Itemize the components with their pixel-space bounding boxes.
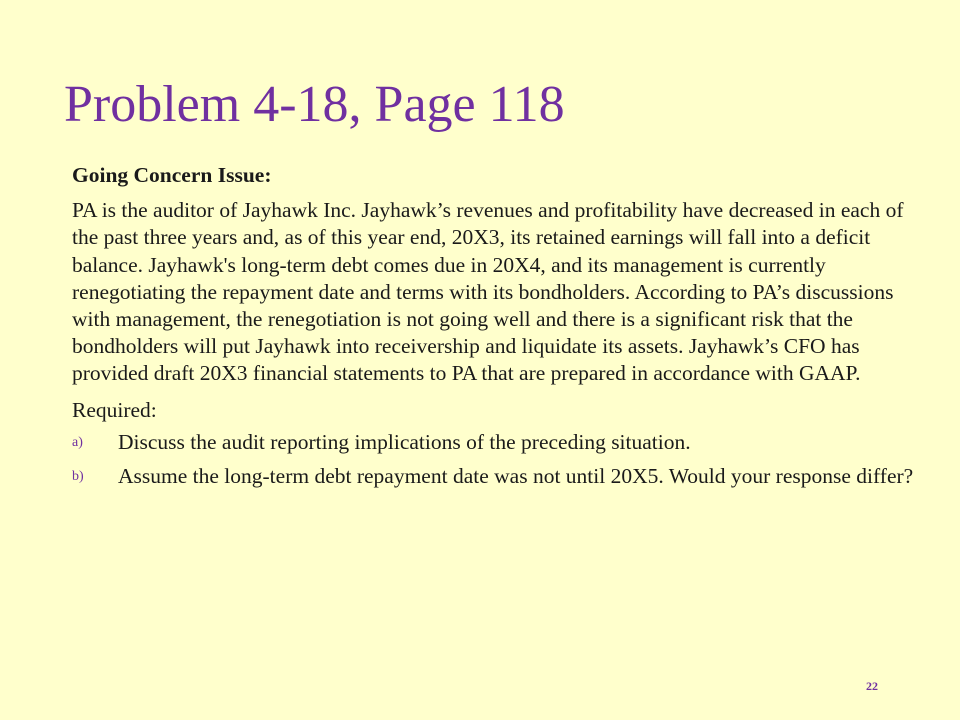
question-item-b bbox=[72, 463, 922, 490]
section-heading: Going Concern Issue: bbox=[72, 163, 272, 187]
question-text-a: Discuss the audit reporting implications of the preceding situation. bbox=[118, 429, 691, 454]
question-marker-b: b) bbox=[72, 468, 84, 484]
question-marker-a: a) bbox=[72, 434, 83, 450]
question-list bbox=[72, 429, 922, 490]
question-item-a bbox=[72, 429, 922, 456]
slide-content bbox=[72, 162, 922, 497]
required-label: Required: bbox=[72, 397, 157, 422]
problem-description: PA is the auditor of Jayhawk Inc. Jayhawk’s revenues and profitability have decreased in each of the past three years and, as of this year end, 20X3, its retained earnings will fall into a deficit balance. Jayhawk's long-term debt comes due in 20X4, and its management is currently renegotiating the repayment date and terms with its bondholders. According to PA’s discussions with management, the renegotiation is not going well and there is a significant risk that the bondholders will put Jayhawk into receivership and liquidate its assets. Jayhawk’s CFO has provided draft 20X3 financial statements to PA that are prepared in accordance with GAAP. bbox=[72, 198, 904, 386]
page-number: 22 bbox=[866, 679, 878, 693]
question-text-b: Assume the long-term debt repayment date was not until 20X5. Would your response differ? bbox=[118, 463, 914, 488]
slide-title: Problem 4-18, Page 118 bbox=[64, 76, 565, 133]
